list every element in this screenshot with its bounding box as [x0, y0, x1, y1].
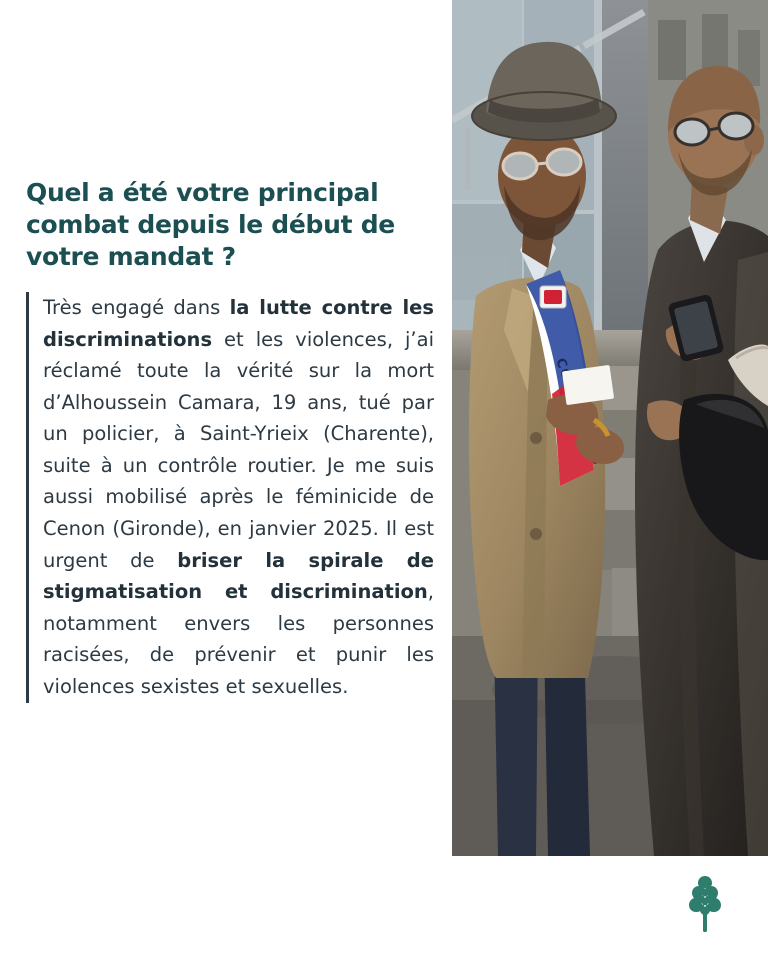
answer-emphasis: la lutte contre les discriminations	[43, 296, 434, 351]
photo-elected-official	[452, 0, 768, 856]
answer-run: Très engagé dans	[43, 296, 230, 319]
answer-text	[43, 292, 434, 703]
quote-rule	[26, 292, 29, 703]
answer-run: , notamment envers les personnes racisées, de prévenir et punir les violences sexistes et sexuelles.	[43, 580, 434, 698]
tree-logo	[668, 872, 742, 938]
answer-run: et les violences, j’ai réclamé toute la vérité sur la mort d’Alhoussein Camara, 19 ans, tué par un policier, à Saint-Yrieix (Charente), suite à un contrôle routier. Je me suis aussi mobilisé après le féminicide de Cenon (Gironde), en janvier 2025. Il est urgent de	[43, 327, 434, 572]
answer-emphasis: briser la spirale de stigmatisation et discrimination	[43, 548, 434, 604]
page-title: Quel a été votre principal combat depuis le début de votre mandat ?	[26, 177, 395, 271]
answer-block	[26, 292, 434, 703]
